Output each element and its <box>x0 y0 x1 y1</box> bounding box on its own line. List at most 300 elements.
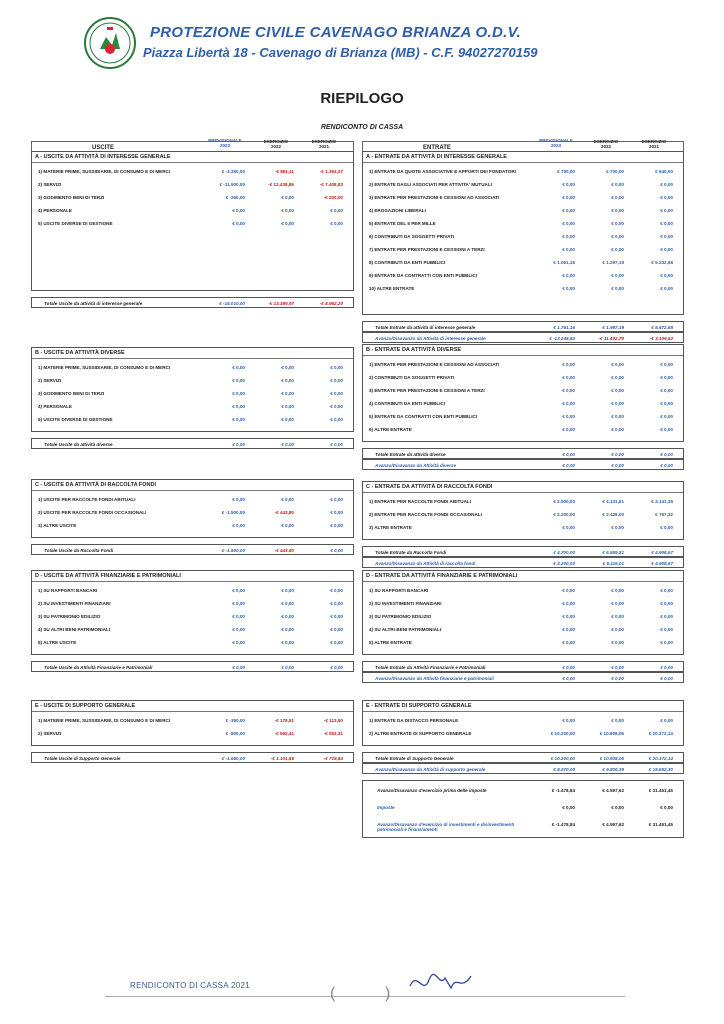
row-value: € 0,00 <box>611 588 624 593</box>
row-value: € 0,00 <box>660 614 673 619</box>
table-row <box>363 231 683 244</box>
total-value: € 20.372,14 <box>648 756 673 761</box>
total-value: € -1.650,00 <box>221 756 245 761</box>
table-row <box>32 414 353 427</box>
col-2022-header-right: ESERCIZIO 2022 <box>593 139 619 149</box>
total-value: € 0,00 <box>330 665 343 670</box>
entrate-avanzo-2 <box>362 557 684 568</box>
row-label: 5) ENTRATE DA CONTRATTI CON ENTI PUBBLICI <box>369 414 478 419</box>
avanzo-label: Avanzo/Disavanzo da Attività di interesse generale <box>375 336 486 341</box>
uscite-section-3 <box>31 570 354 655</box>
row-value: -€ 12.438,86 <box>268 182 294 187</box>
row-value: € 0,00 <box>330 640 343 645</box>
row-value: € 0,00 <box>562 208 575 213</box>
summary-label: Avanzo/Disavanzo d'esercizio di investimenti e disinvestimenti patrimoniali e finanziamenti <box>377 822 515 832</box>
table-row <box>363 598 683 611</box>
total-value: € 0,00 <box>281 442 294 447</box>
row-value: € 0,00 <box>611 247 624 252</box>
row-value: -€ 7.408,83 <box>319 182 343 187</box>
row-value: € 0,00 <box>611 195 624 200</box>
row-value: € 0,00 <box>660 273 673 278</box>
total-value: € 0,00 <box>611 665 624 670</box>
row-value: € 0,00 <box>330 378 343 383</box>
row-value: € 0,00 <box>562 195 575 200</box>
row-value: € 0,00 <box>232 640 245 645</box>
row-value: € 4.131,81 <box>602 499 624 504</box>
summary-value: € 31.451,45 <box>648 822 673 827</box>
row-value: € 0,00 <box>232 417 245 422</box>
row-label: 4) SU ALTRI BENI PATRIMONIALI <box>369 627 442 632</box>
avanzo-value: € -13.248,84 <box>549 336 575 341</box>
row-value: € 0,00 <box>232 588 245 593</box>
row-label: 3) ALTRE ENTRATE <box>369 525 412 530</box>
row-label: 1) ENTRATE DA DISTACCO PERSONALE <box>369 718 459 723</box>
summary-label: Avanzo/Disavanzo d'esercizio prima delle imposte <box>377 788 487 793</box>
row-value: € 2.428,00 <box>602 512 624 517</box>
entrate-total-3 <box>362 661 684 672</box>
bracket-right: ) <box>385 985 391 1002</box>
section-title: D - USCITE DA ATTIVITÀ FINANZIARIE E PATRIMONIALI <box>32 571 353 582</box>
avanzo-label: Avanzo/Disavanzo da Attività di supporto generale <box>375 767 486 772</box>
table-row <box>32 192 353 205</box>
table-row <box>363 728 683 741</box>
table-row <box>363 424 683 437</box>
row-label: 1) MATERIE PRIME, SUSSIDIARIE, DI CONSUMO E DI MERCI <box>38 718 171 723</box>
row-value: € 0,00 <box>330 510 343 515</box>
total-value: -€ 443,80 <box>274 548 294 553</box>
entrate-section-0 <box>362 151 684 315</box>
row-value: € 0,00 <box>330 221 343 226</box>
row-value: € -1.500,00 <box>221 510 245 515</box>
total-value: € 6.559,81 <box>602 550 624 555</box>
section-title: A - USCITE DA ATTIVITÀ DI INTERESSE GENERALE <box>32 152 353 163</box>
table-row <box>363 270 683 283</box>
total-label: Totale Entrate da Raccolta Fondi <box>375 550 447 555</box>
row-value: € 0,00 <box>660 375 673 380</box>
row-value: € -3.250,00 <box>221 169 245 174</box>
footer-label: RENDICONTO DI CASSA 2021 <box>130 981 250 990</box>
page-subtitle: RENDICONTO DI CASSA <box>320 124 404 131</box>
table-row <box>363 244 683 257</box>
row-value: € 0,00 <box>562 362 575 367</box>
total-value: € -1.500,00 <box>221 548 245 553</box>
row-value: € 0,00 <box>281 588 294 593</box>
entrate-total-0 <box>362 321 684 332</box>
row-value: € 0,00 <box>611 388 624 393</box>
summary-value: € 0,00 <box>660 805 673 810</box>
row-label: 3) GODIMENTO BENI DI TERZI <box>38 195 105 200</box>
table-row <box>363 637 683 650</box>
total-label: Totale Entrate da Attività Finanziarie e Patrimoniali <box>375 665 486 670</box>
row-value: € 0,00 <box>611 627 624 632</box>
row-value: € 0,00 <box>330 523 343 528</box>
row-value: € 0,00 <box>330 365 343 370</box>
entrate-header-label: ENTRATE <box>423 145 451 151</box>
table-row <box>363 205 683 218</box>
table-row <box>32 401 353 414</box>
row-value: € 0,00 <box>330 601 343 606</box>
total-value: € 0,00 <box>281 665 294 670</box>
row-value: € 1.297,19 <box>602 260 624 265</box>
row-value: € 0,00 <box>562 525 575 530</box>
row-value: € 20.372,14 <box>648 731 673 736</box>
summary-value: € -1.478,84 <box>551 822 575 827</box>
total-value: € 0,00 <box>562 665 575 670</box>
uscite-section-2 <box>31 479 354 538</box>
table-row <box>363 283 683 296</box>
row-value: € 0,00 <box>330 417 343 422</box>
row-label: 4) EROGAZIONI LIBERALI <box>369 208 426 213</box>
row-value: € 0,00 <box>660 588 673 593</box>
row-value: € 0,00 <box>232 523 245 528</box>
row-label: 10) ALTRE ENTRATE <box>369 286 415 291</box>
row-value: € 0,00 <box>232 601 245 606</box>
table-row <box>32 637 353 650</box>
entrate-avanzo-3 <box>362 672 684 683</box>
row-value: € 0,00 <box>330 588 343 593</box>
table-row <box>32 598 353 611</box>
row-value: € 0,00 <box>611 375 624 380</box>
row-value: -€ 263,31 <box>323 731 343 736</box>
table-row <box>32 375 353 388</box>
row-value: € 0,00 <box>232 404 245 409</box>
summary-label: Imposte <box>377 805 395 810</box>
row-value: € 4.141,35 <box>651 499 673 504</box>
uscite-header-label: USCITE <box>92 145 115 151</box>
row-value: € 10.200,00 <box>550 731 575 736</box>
row-value: € 0,00 <box>611 208 624 213</box>
row-value: € 2.200,00 <box>553 512 575 517</box>
row-value: € 0,00 <box>562 247 575 252</box>
row-value: € 0,00 <box>232 627 245 632</box>
row-value: € 0,00 <box>611 427 624 432</box>
avanzo-value: € 4.908,67 <box>651 561 673 566</box>
row-value: € -800,00 <box>225 731 245 736</box>
entrate-avanzo-0 <box>362 332 684 343</box>
row-label: 3) ENTRATE PER PRESTAZIONI E CESSIONI AD ASSOCIATI <box>369 195 500 200</box>
row-label: 5) ALTRE USCITE <box>38 640 77 645</box>
row-value: € 0,00 <box>281 404 294 409</box>
uscite-total-3 <box>31 661 354 672</box>
row-value: € 0,00 <box>562 640 575 645</box>
row-label: 2) ENTRATE PER RACCOLTE FONDI OCCASIONALI <box>369 512 482 517</box>
total-value: € 10.200,00 <box>550 756 575 761</box>
row-value: € 0,00 <box>562 588 575 593</box>
row-value: -€ 592,41 <box>274 731 294 736</box>
row-value: € 0,00 <box>562 718 575 723</box>
organization-logo <box>84 17 136 69</box>
row-value: € 700,00 <box>557 169 575 174</box>
table-row <box>32 715 353 728</box>
row-value: € 767,32 <box>655 512 673 517</box>
row-value: € 0,00 <box>562 234 575 239</box>
uscite-total-4 <box>31 752 354 763</box>
total-label: Totale Uscite da Raccolta Fondi <box>44 548 114 553</box>
row-value: -€ 113,50 <box>323 718 343 723</box>
row-value: € 0,00 <box>232 614 245 619</box>
row-label: 5) ENTRATE DEL 5 PER MILLE <box>369 221 436 226</box>
row-value: € 0,00 <box>281 378 294 383</box>
row-label: 3) ALTRE USCITE <box>38 523 77 528</box>
section-title: B - USCITE DA ATTIVITÀ DIVERSE <box>32 348 353 359</box>
row-value: € 0,00 <box>232 378 245 383</box>
total-label: Totale Uscite di Supporto Generale <box>44 756 121 761</box>
row-value: € -260,00 <box>225 195 245 200</box>
total-label: Totale Entrate da attività di interesse generale <box>375 325 476 330</box>
section-title: C - USCITE DA ATTIVITÀ DI RACCOLTA FONDI <box>32 480 353 491</box>
avanzo-value: € 3.200,00 <box>553 561 575 566</box>
entrate-total-2 <box>362 546 684 557</box>
entrate-section-4 <box>362 700 684 746</box>
table-row <box>363 398 683 411</box>
table-row <box>32 218 353 231</box>
row-label: 1) MATERIE PRIME, SUSSIDIARIE, DI CONSUMO E DI MERCI <box>38 365 171 370</box>
row-value: € 0,00 <box>660 182 673 187</box>
avanzo-value: € 0,00 <box>611 676 624 681</box>
row-label: 5) ALTRE ENTRATE <box>369 640 412 645</box>
section-title: E - ENTRATE DI SUPPORTO GENERALE <box>363 701 683 712</box>
total-value: € 4.908,67 <box>651 550 673 555</box>
entrate-section-1 <box>362 344 684 442</box>
row-value: € 0,00 <box>660 234 673 239</box>
total-value: € 0,00 <box>660 452 673 457</box>
row-label: 5) USCITE DIVERSE DI GESTIONE <box>38 417 113 422</box>
avanzo-value: -€ 11.402,78 <box>598 336 624 341</box>
row-value: € 0,00 <box>611 221 624 226</box>
row-value: € 0,00 <box>281 365 294 370</box>
row-label: 2) ENTRATE DAGLI ASSOCIATI PER ATTIVITA' MUTUALI <box>369 182 492 187</box>
avanzo-value: € 8.570,00 <box>553 767 575 772</box>
row-label: 1) SU RAPPORTI BANCARI <box>369 588 429 593</box>
row-value: € 0,00 <box>232 365 245 370</box>
summary-row <box>363 785 683 801</box>
total-label: Totale Uscite da attività diverse <box>44 442 113 447</box>
row-value: € 0,00 <box>660 601 673 606</box>
table-row <box>32 362 353 375</box>
total-value: € 0,00 <box>611 452 624 457</box>
row-value: € 0,00 <box>330 497 343 502</box>
row-value: € 0,00 <box>281 614 294 619</box>
table-row <box>32 611 353 624</box>
table-row <box>32 494 353 507</box>
row-value: € 0,00 <box>660 208 673 213</box>
row-value: € 0,00 <box>660 525 673 530</box>
row-label: 2) SU INVESTIMENTI FINANZIARI <box>369 601 442 606</box>
row-value: € 0,00 <box>660 247 673 252</box>
row-label: 2) SERVIZI <box>38 731 62 736</box>
row-value: € 0,00 <box>660 362 673 367</box>
row-value: € 2.500,00 <box>553 499 575 504</box>
table-row <box>363 496 683 509</box>
row-value: € 0,00 <box>611 614 624 619</box>
entrate-avanzo-4 <box>362 763 684 774</box>
col-2021-header-right: ESERCIZIO 2021 <box>641 139 667 149</box>
summary-row <box>363 802 683 818</box>
row-value: € 0,00 <box>562 427 575 432</box>
summary-value: € 4.597,62 <box>602 822 624 827</box>
total-label: Totale Uscite da attività di interesse generale <box>44 301 143 306</box>
entrate-total-1 <box>362 448 684 459</box>
table-row <box>363 218 683 231</box>
total-value: € 0,00 <box>562 452 575 457</box>
avanzo-label: Avanzo/Disavanzo da Attività finanziarie e patrimoniali <box>375 676 494 681</box>
total-label: Totale Entrate di Supporto Generale <box>375 756 454 761</box>
row-value: € 0,00 <box>611 525 624 530</box>
row-value: € 0,00 <box>611 286 624 291</box>
row-value: € 700,00 <box>606 169 624 174</box>
table-row <box>363 611 683 624</box>
row-value: € 1.061,16 <box>553 260 575 265</box>
avanzo-value: € 6.116,01 <box>602 561 624 566</box>
row-value: -€ 861,11 <box>274 169 294 174</box>
row-label: 6) ALTRE ENTRATE <box>369 427 412 432</box>
total-value: € 1.997,19 <box>602 325 624 330</box>
row-value: € 0,00 <box>660 286 673 291</box>
table-row <box>363 411 683 424</box>
uscite-total-1 <box>31 438 354 449</box>
row-label: 7) ENTRATE PER PRESTAZIONI E CESSIONI A TERZI <box>369 247 485 252</box>
row-value: € 0,00 <box>232 208 245 213</box>
row-value: € 0,00 <box>562 401 575 406</box>
row-label: 4) PERSONALE <box>38 208 72 213</box>
total-value: € 0,00 <box>232 442 245 447</box>
table-row <box>363 372 683 385</box>
avanzo-value: € 9.806,39 <box>602 767 624 772</box>
row-label: 4) CONTRIBUTI DA ENTI PUBBLICI <box>369 401 446 406</box>
row-value: € 0,00 <box>660 388 673 393</box>
row-value: € 0,00 <box>660 401 673 406</box>
avanzo-value: € 0,00 <box>562 463 575 468</box>
organization-address: Piazza Libertà 18 - Cavenago di Brianza (MB) - C.F. 94027270159 <box>143 45 538 60</box>
table-row <box>32 624 353 637</box>
row-value: € 0,00 <box>281 627 294 632</box>
row-value: -€ 1.353,37 <box>319 169 343 174</box>
row-label: 3) ENTRATE PER PRESTAZIONI E CESSIONI A TERZI <box>369 388 485 393</box>
avanzo-value: -€ 3.109,52 <box>649 336 673 341</box>
row-label: 2) SU INVESTIMENTI FINANZIARI <box>38 601 111 606</box>
row-label: 1) ENTRATE DA QUOTE ASSOCIATIVE E APPORTI DEI FONDATORI <box>369 169 516 174</box>
total-value: € 0,00 <box>232 665 245 670</box>
row-value: € 0,00 <box>562 414 575 419</box>
row-value: € 0,00 <box>281 601 294 606</box>
row-value: € 0,00 <box>562 273 575 278</box>
row-value: € 0,00 <box>611 601 624 606</box>
row-label: 4) SU ALTRI BENI PATRIMONIALI <box>38 627 111 632</box>
table-row <box>363 624 683 637</box>
row-value: € 0,00 <box>281 523 294 528</box>
table-row <box>32 179 353 192</box>
row-value: € 0,00 <box>611 182 624 187</box>
row-value: € 0,00 <box>562 614 575 619</box>
total-label: Totale Entrate da attività diverse <box>375 452 446 457</box>
table-row <box>363 192 683 205</box>
total-value: € 1.761,16 <box>553 325 575 330</box>
table-row <box>32 585 353 598</box>
row-value: € 0,00 <box>562 221 575 226</box>
table-row <box>363 166 683 179</box>
table-row <box>363 522 683 535</box>
row-label: 2) SERVIZI <box>38 378 62 383</box>
row-value: € 0,00 <box>660 640 673 645</box>
table-row <box>363 385 683 398</box>
table-row <box>32 507 353 520</box>
table-row <box>363 715 683 728</box>
table-row <box>363 257 683 270</box>
row-label: 2) CONTRIBUTI DA SOGGETTI PRIVATI <box>369 375 455 380</box>
row-value: € 10.908,05 <box>599 731 624 736</box>
entrate-total-4 <box>362 752 684 763</box>
row-label: 2) ALTRE ENTRATE DI SUPPORTO GENERALE <box>369 731 472 736</box>
signature <box>405 966 485 1001</box>
uscite-total-0 <box>31 297 354 308</box>
table-row <box>363 585 683 598</box>
table-row <box>32 205 353 218</box>
summary-value: € -1.478,84 <box>551 788 575 793</box>
row-value: € 0,00 <box>660 718 673 723</box>
row-value: € 0,00 <box>281 208 294 213</box>
col-2022-header-left: ESERCIZIO 2022 <box>263 139 289 149</box>
row-value: -€ 443,80 <box>274 510 294 515</box>
table-row <box>363 359 683 372</box>
total-value: € 5.872,68 <box>651 325 673 330</box>
uscite-total-2 <box>31 544 354 555</box>
total-value: -€ 719,84 <box>323 756 343 761</box>
row-value: € 5.232,68 <box>651 260 673 265</box>
row-value: -€ 200,00 <box>323 195 343 200</box>
footer-divider <box>105 996 625 997</box>
row-value: € 0,00 <box>281 640 294 645</box>
row-value: € 0,00 <box>330 614 343 619</box>
final-summary <box>362 780 684 838</box>
total-value: € 10.908,05 <box>599 756 624 761</box>
table-row <box>32 166 353 179</box>
row-value: € 0,00 <box>660 195 673 200</box>
row-label: 2) SERVIZI <box>38 182 62 187</box>
row-value: -€ 178,51 <box>274 718 294 723</box>
row-value: € 0,00 <box>232 497 245 502</box>
row-label: 5) USCITE DIVERSE DI GESTIONE <box>38 221 113 226</box>
entrate-avanzo-1 <box>362 459 684 470</box>
section-title: A - ENTRATE DA ATTIVITÀ DI INTERESSE GENERALE <box>363 152 683 163</box>
summary-row <box>363 819 683 835</box>
row-value: € 0,00 <box>611 234 624 239</box>
row-value: € 0,00 <box>562 286 575 291</box>
row-value: € 0,00 <box>660 427 673 432</box>
avanzo-value: € 19.652,30 <box>648 767 673 772</box>
summary-value: € 0,00 <box>611 805 624 810</box>
row-value: € 0,00 <box>660 221 673 226</box>
row-label: 1) SU RAPPORTI BANCARI <box>38 588 98 593</box>
row-value: € 0,00 <box>611 401 624 406</box>
summary-value: € 0,00 <box>562 805 575 810</box>
row-value: € 640,00 <box>655 169 673 174</box>
section-title: B - ENTRATE DA ATTIVITÀ DIVERSE <box>363 345 683 356</box>
row-label: 1) USCITE PER RACCOLTE FONDI ABITUALI <box>38 497 136 502</box>
row-value: € 0,00 <box>562 601 575 606</box>
row-value: € 0,00 <box>281 391 294 396</box>
avanzo-value: € 0,00 <box>562 676 575 681</box>
row-label: 2) USCITE PER RACCOLTE FONDI OCCASIONALI <box>38 510 147 515</box>
row-value: € -11.500,00 <box>219 182 245 187</box>
total-value: € -15.010,00 <box>219 301 245 306</box>
avanzo-value: € 0,00 <box>611 463 624 468</box>
row-value: € 0,00 <box>330 208 343 213</box>
row-label: 1) ENTRATE PER RACCOLTE FONDI ABITUALI <box>369 499 471 504</box>
uscite-section-1 <box>31 347 354 432</box>
row-value: € 0,00 <box>281 497 294 502</box>
row-label: 1) MATERIE PRIME, SUSSIDIARIE, DI CONSUMO E DI MERCI <box>38 169 171 174</box>
bracket-left: ( <box>330 985 336 1002</box>
